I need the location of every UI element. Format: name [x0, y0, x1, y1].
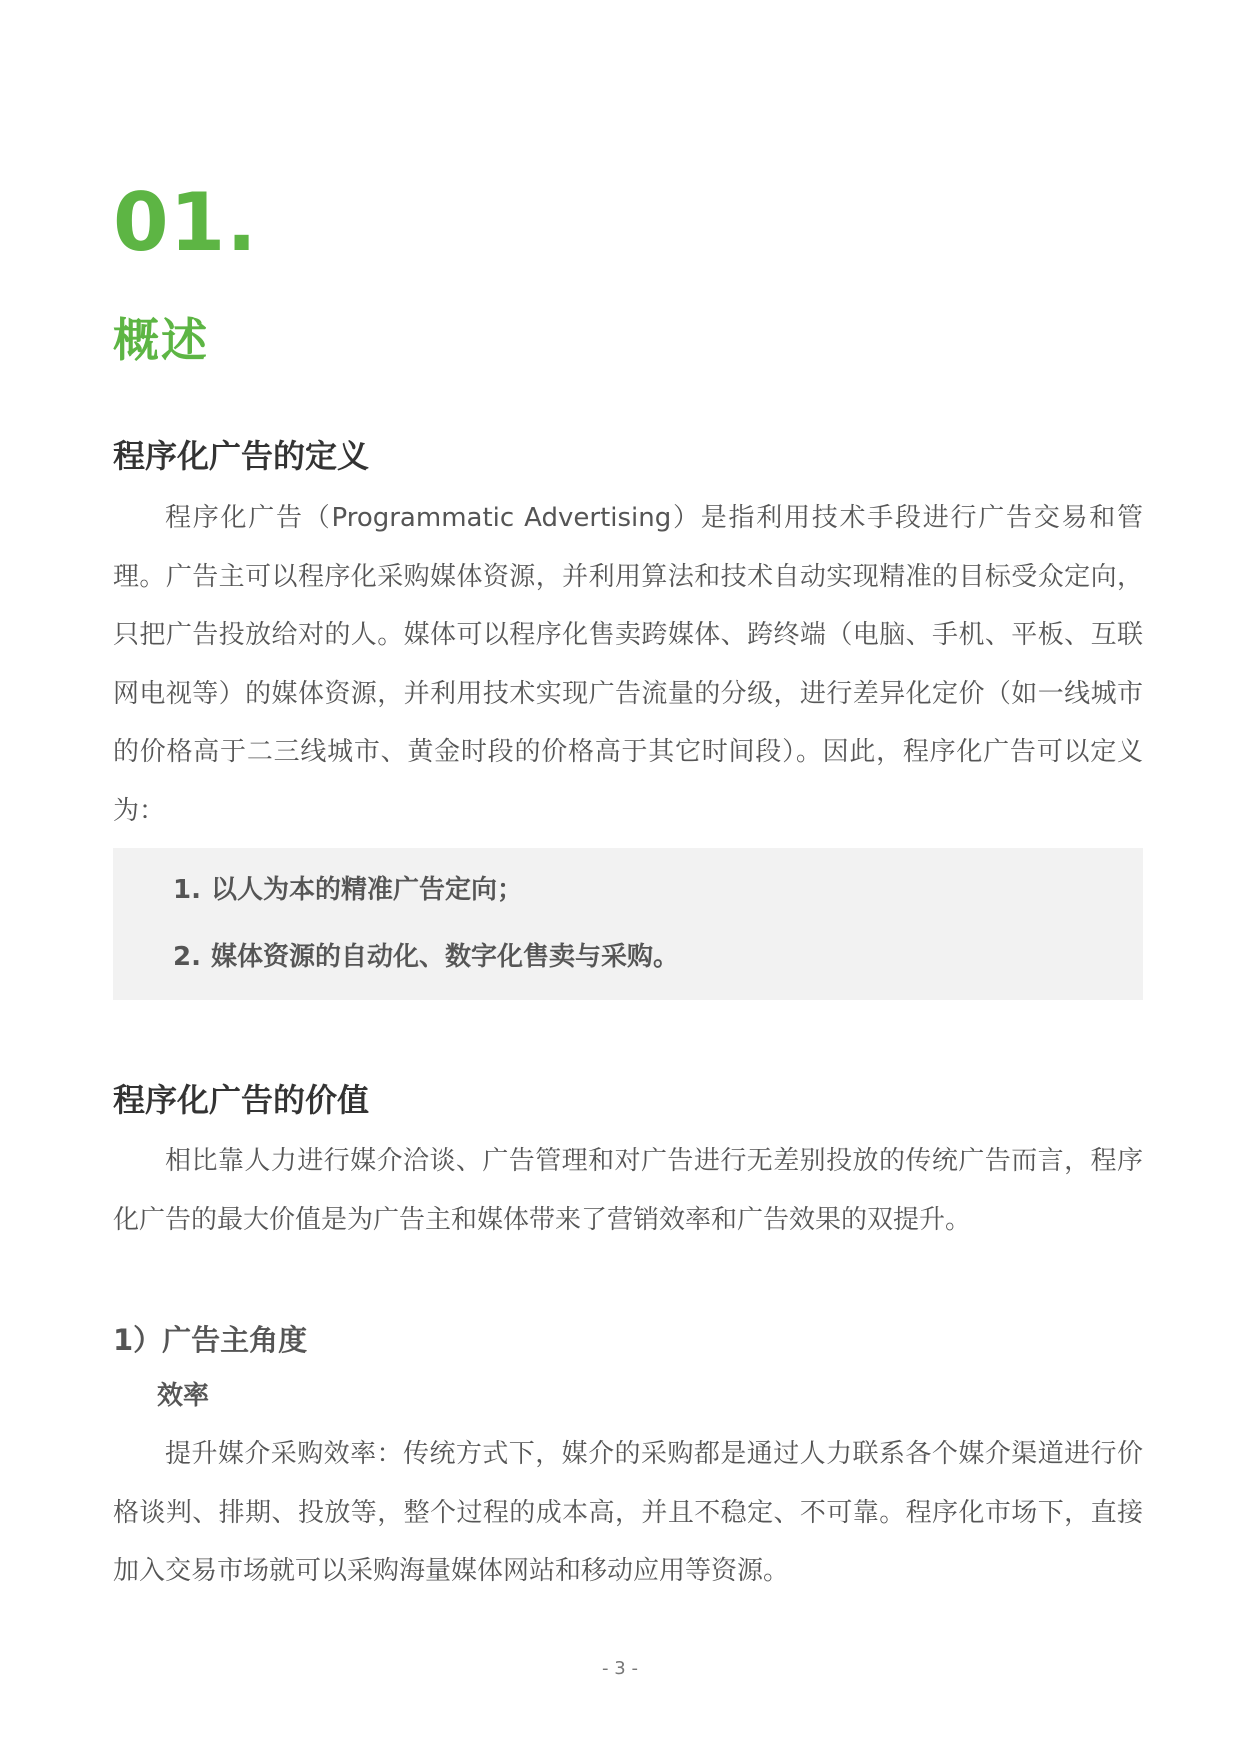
- page-number: - 3 -: [602, 1658, 638, 1679]
- definition-highlight-box: [113, 848, 1143, 1000]
- highlight-item-number: 2.: [173, 942, 201, 972]
- paragraph-efficiency: 提升媒介采购效率：传统方式下，媒介的采购都是通过人力联系各个媒介渠道进行价格谈判、排期、投放等，整个过程的成本高，并且不稳定、不可靠。程序化市场下，直接加入交易市场就可以采购海量媒体网站和移动应用等资源。: [113, 1439, 1143, 1586]
- paragraph-definition: 程序化广告（Programmatic Advertising）是指利用技术手段进行广告交易和管理。广告主可以程序化采购媒体资源，并利用算法和技术自动实现精准的目标受众定向，只把广告投放给对的人。媒体可以程序化售卖跨媒体、跨终端（电脑、手机、平板、互联网电视等）的媒体资源，并利用技术实现广告流量的分级，进行差异化定价（如一线城市的价格高于二三线城市、黄金时段的价格高于其它时间段）。因此，程序化广告可以定义为：: [113, 503, 1143, 826]
- chapter-number: 01.: [113, 176, 258, 269]
- section-heading-value: 程序化广告的价值: [113, 1081, 370, 1119]
- highlight-item-text: 媒体资源的自动化、数字化售卖与采购。: [210, 942, 679, 972]
- subsection-subheading-efficiency: 效率: [157, 1381, 210, 1411]
- section-heading-definition: 程序化广告的定义: [113, 437, 370, 475]
- highlight-item-2: [173, 939, 679, 975]
- paragraph-value: 相比靠人力进行媒介洽谈、广告管理和对广告进行无差别投放的传统广告而言，程序化广告的最大价值是为广告主和媒体带来了营销效率和广告效果的双提升。: [113, 1146, 1143, 1235]
- subsection-heading-advertiser: 1）广告主角度: [113, 1323, 308, 1357]
- highlight-item-1: [173, 872, 523, 908]
- highlight-item-text: 以人为本的精准广告定向；: [210, 875, 523, 905]
- chapter-title: 概述: [113, 313, 209, 367]
- highlight-item-number: 1.: [173, 875, 201, 905]
